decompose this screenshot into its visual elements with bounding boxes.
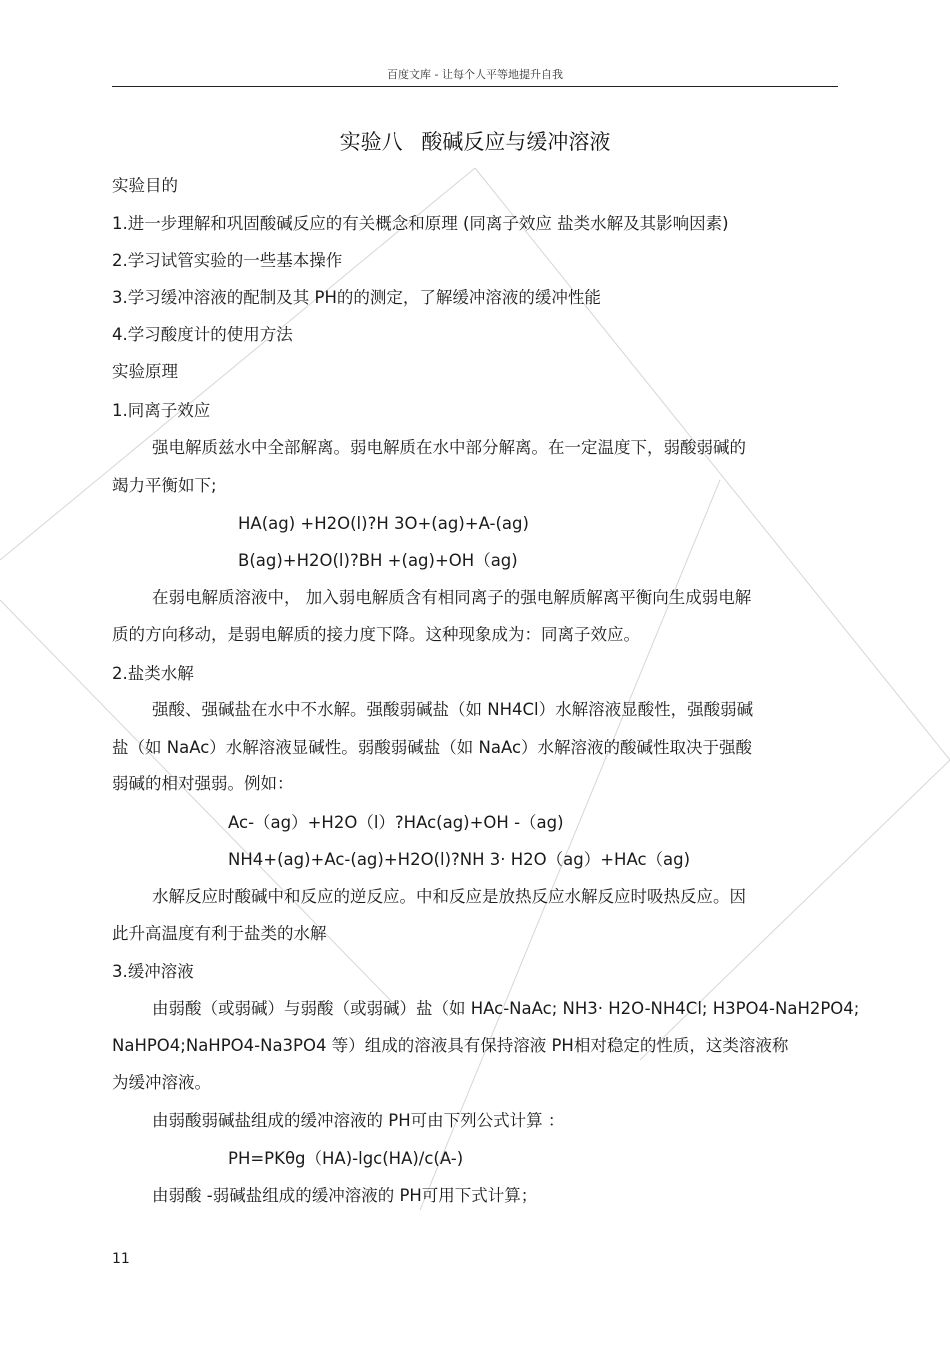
paragraph-line: 弱碱的相对强弱。例如： bbox=[112, 774, 294, 793]
text-line: 3.学习缓冲溶液的配制及其 PH的的测定，了解缓冲溶液的缓冲性能 bbox=[112, 288, 601, 307]
paragraph-line: 质的方向移动，是弱电解质的接力度下降。这种现象成为：同离子效应。 bbox=[112, 625, 640, 644]
paragraph-line: 竭力平衡如下; bbox=[112, 476, 217, 495]
section-heading: 实验原理 bbox=[112, 362, 178, 381]
paragraph-line: NaHPO4;NaHPO4-Na3PO4 等）组成的溶液具有保持溶液 PH相对稳定的性质，这类溶液称 bbox=[112, 1036, 789, 1055]
text-line: 1.进一步理解和巩固酸碱反应的有关概念和原理 (同离子效应 盐类水解及其影响因素) bbox=[112, 214, 729, 233]
paragraph-line: 为缓冲溶液。 bbox=[112, 1073, 211, 1092]
paragraph-line: 由弱酸 -弱碱盐组成的缓冲溶液的 PH可用下式计算； bbox=[152, 1186, 538, 1205]
page-number: 11 bbox=[112, 1251, 130, 1267]
text-line: 1.同离子效应 bbox=[112, 401, 211, 420]
equation: NH4+(ag)+Ac-(ag)+H2O(l)?NH 3· H2O（ag）+HAc（ag) bbox=[228, 850, 691, 869]
paragraph-line: 盐（如 NaAc）水解溶液显碱性。弱酸弱碱盐（如 NaAc）水解溶液的酸碱性取决于强酸 bbox=[112, 738, 753, 757]
paragraph-line: 由弱酸弱碱盐组成的缓冲溶液的 PH可由下列公式计算 ： bbox=[152, 1111, 565, 1130]
section-heading: 实验目的 bbox=[112, 176, 178, 195]
document-title: 实验八 酸碱反应与缓冲溶液 bbox=[339, 130, 611, 154]
text-line: 2.盐类水解 bbox=[112, 664, 194, 683]
text-line: 3.缓冲溶液 bbox=[112, 962, 194, 981]
equation: Ac-（ag）+H2O（l）?HAc(ag)+OH -（ag) bbox=[228, 813, 564, 832]
page-header: 百度文库 - 让每个人平等地提升自我 bbox=[387, 68, 563, 81]
equation: HA(ag) +H2O(l)?H 3O+(ag)+A-(ag) bbox=[238, 514, 529, 533]
text-line: 2.学习试管实验的一些基本操作 bbox=[112, 251, 343, 270]
paragraph-line: 强酸、强碱盐在水中不水解。强酸弱碱盐（如 NH4Cl）水解溶液显酸性，强酸弱碱 bbox=[152, 700, 754, 719]
text-line: 4.学习酸度计的使用方法 bbox=[112, 325, 293, 344]
paragraph-line: 在弱电解质溶液中， 加入弱电解质含有相同离子的强电解质解离平衡向生成弱电解 bbox=[152, 588, 752, 607]
equation: PH=PKθg（HA)-lgc(HA)/c(A-) bbox=[228, 1149, 464, 1168]
paragraph-line: 水解反应时酸碱中和反应的逆反应。中和反应是放热反应水解反应时吸热反应。因 bbox=[152, 887, 746, 906]
paragraph-line: 此升高温度有利于盐类的水解 bbox=[112, 924, 327, 943]
paragraph-line: 由弱酸（或弱碱）与弱酸（或弱碱）盐（如 HAc-NaAc; NH3· H2O-NH4Cl; H3PO4-NaH2PO4; bbox=[152, 999, 860, 1018]
paragraph-line: 强电解质兹水中全部解离。弱电解质在水中部分解离。在一定温度下，弱酸弱碱的 bbox=[152, 438, 746, 457]
equation: B(ag)+H2O(l)?BH +(ag)+OH（ag) bbox=[238, 551, 518, 570]
header-divider bbox=[112, 86, 838, 87]
